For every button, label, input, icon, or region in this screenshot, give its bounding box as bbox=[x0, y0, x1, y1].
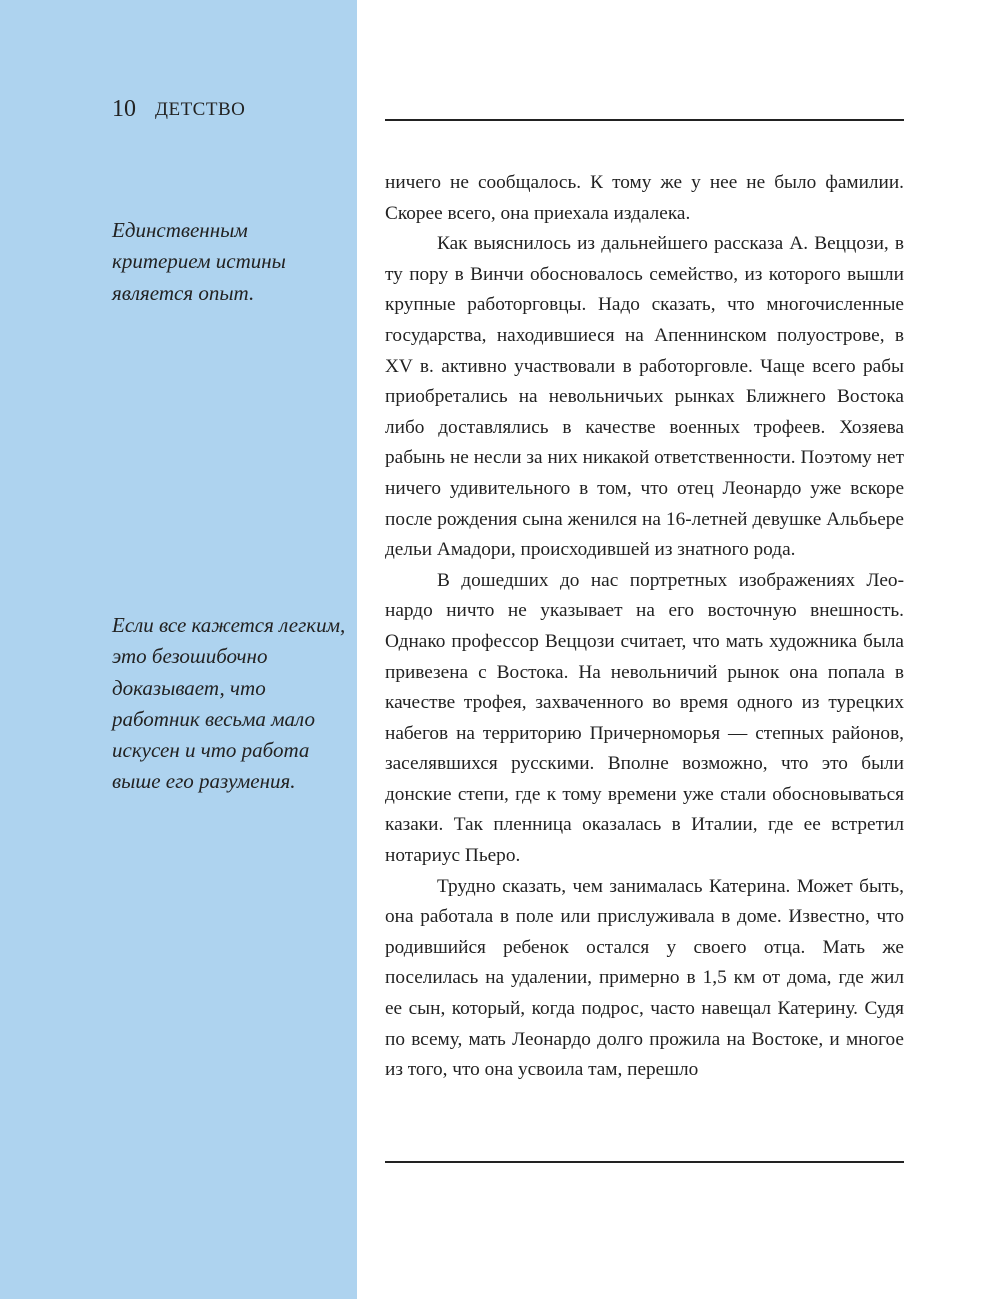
body-paragraph: В дошедших до нас портретных изображениях Леонардо ничто не указывает на его восточную внешность. Однако профессор Веццози считает, что мать художника была привезена с Востока. На невольничий рынок она попала в качестве трофея, захваченного во время одного из турецких набегов на территорию Причерноморья — степных районов, заселявшихся русскими. Вполне возможно, что это были донские степи, где к тому времени уже стали обосновываться казаки. Так пленница оказалась в Италии, где ее встретил нотариус Пьеро. bbox=[385, 569, 904, 867]
section-title: ДЕТСТВО bbox=[155, 99, 246, 120]
bottom-rule bbox=[385, 1161, 904, 1163]
body-paragraph: Как выяснилось из дальнейшего рассказа А. Веццози, в ту пору в Винчи обосновалось семейство, из которого вышли крупные работорговцы. Надо сказать, что многочисленные государства, находившиеся на Апеннинском полуострове, в XV в. активно участвовали в работорговле. Чаще всего рабы приобретались на невольничьих рынках Ближнего Востока либо доставлялись в качестве военных трофеев. Хозяева рабынь не несли за них никакой ответственности. Поэтому нет ничего удивительного в том, что отец Леонардо уже вскоре после рождения сына женился на 16-летней девушке Альбьере дельи Амадори, происходившей из знатного рода. bbox=[385, 233, 904, 561]
top-rule bbox=[385, 119, 904, 121]
sidebar-quote: Если все кажется легким, это безошибочно доказывает, что работник весьма мало искусен и что работа выше его разумения. bbox=[112, 613, 346, 794]
sidebar-quote: Единственным критерием истины является опыт. bbox=[112, 218, 286, 305]
page-number: 10 bbox=[112, 96, 136, 122]
body-paragraph: ничего не сообщалось. К тому же у нее не было фамилии. Скорее всего, она приехала издалека. bbox=[385, 172, 904, 224]
body-text bbox=[385, 168, 904, 1086]
sidebar-panel bbox=[0, 0, 357, 1299]
body-paragraph: Трудно сказать, чем занималась Катерина. Может быть, она работала в поле или прислуживала в доме. Известно, что родившийся ребенок остался у своего отца. Мать же поселилась на удалении, примерно в 1,5 км от дома, где жил ее сын, который, когда подрос, часто навещал Катерину. Судя по всему, мать Леонардо долго прожила на Востоке, и многое из того, что она усвоила там, перешло bbox=[385, 875, 904, 1081]
